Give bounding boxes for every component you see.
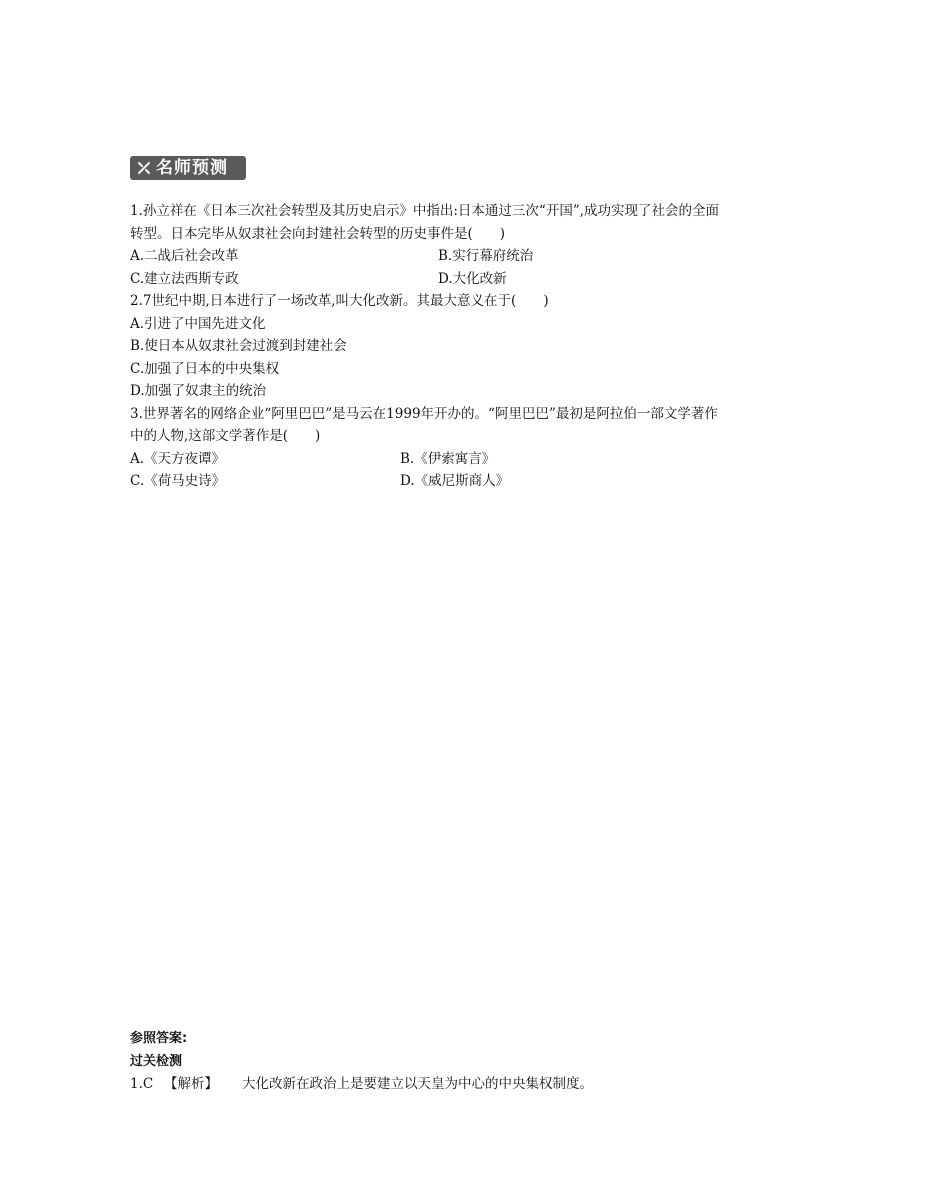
option-a: A.引进了中国先进文化 <box>130 315 266 332</box>
option-a: A.二战后社会改革 <box>130 248 239 264</box>
option-b: B.《伊索寓言》 <box>400 450 496 467</box>
question-1 <box>130 200 820 290</box>
answer-number: 1.C <box>130 1076 154 1092</box>
question-stem-line: 2.7世纪中期,日本进行了一场改革,叫大化改新。其最大意义在于( ) <box>130 293 549 309</box>
question-list <box>130 200 820 493</box>
question-stem-line: 3.世界著名的网络企业“阿里巴巴”是马云在1999年开办的。“阿里巴巴”最初是阿拉伯一部文学著作 <box>130 405 718 422</box>
option-b: B.实行幕府统治 <box>438 248 534 264</box>
question-stem-line: 中的人物,这部文学著作是( ) <box>130 428 321 444</box>
answer-item <box>130 1073 820 1096</box>
option-row <box>130 470 820 493</box>
question-2 <box>130 290 820 403</box>
section-title: 名师预测 <box>156 158 228 178</box>
option-d: D.加强了奴隶主的统治 <box>130 383 267 399</box>
answer-tag: 【解析】 <box>164 1076 218 1092</box>
option-b: B.使日本从奴隶社会过渡到封建社会 <box>130 338 347 354</box>
option-c: C.建立法西斯专政 <box>130 270 239 287</box>
answer-text: 大化改新在政治上是要建立以天皇为中心的中央集权制度。 <box>242 1076 593 1092</box>
answers-subheading: 过关检测 <box>130 1053 183 1069</box>
question-stem-line: 转型。日本完毕从奴隶社会向封建社会转型的历史事件是( ) <box>130 225 506 242</box>
option-d: D.《威尼斯商人》 <box>400 473 510 489</box>
option-row <box>130 245 820 268</box>
answers-heading: 参照答案: <box>130 1031 188 1046</box>
question-3 <box>130 403 820 493</box>
option-c: C.《荷马史诗》 <box>130 473 226 489</box>
answer-section <box>130 1028 820 1096</box>
option-row <box>130 448 820 471</box>
pencil-ruler-icon <box>136 160 152 176</box>
option-c: C.加强了日本的中央集权 <box>130 360 280 377</box>
section-title-badge <box>130 156 246 180</box>
option-d: D.大化改新 <box>438 270 507 287</box>
option-a: A.《天方夜谭》 <box>130 450 226 467</box>
option-row <box>130 268 820 291</box>
question-stem-line: 1.孙立祥在《日本三次社会转型及其历史启示》中指出:日本通过三次“开国”,成功实现了社会的全面 <box>130 203 720 219</box>
